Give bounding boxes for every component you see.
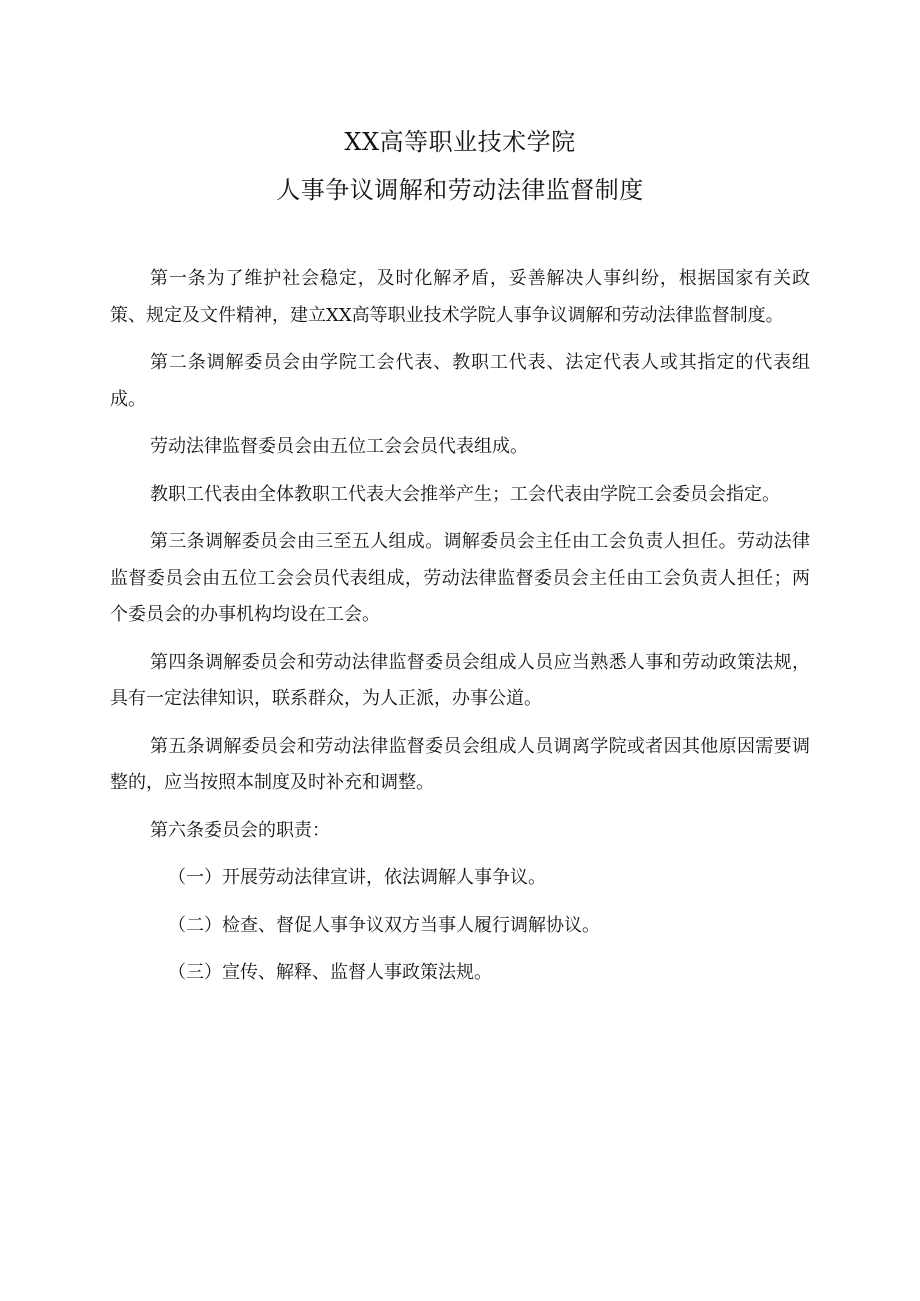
representatives-paragraph: 教职工代表由全体教职工代表大会推举产生；工会代表由学院工会委员会指定。 [150,483,780,505]
title-line-institution: XX高等职业技术学院 [344,128,576,156]
article-6-paragraph: 第六条委员会的职责： [150,819,330,841]
title-line-regulation: 人事争议调解和劳动法律监督制度 [276,176,644,204]
article-1-paragraph: 第一条为了维护社会稳定，及时化解矛盾，妥善解决人事纠纷，根据国家有关政策、规定及文件精神，建立XX高等职业技术学院人事争议调解和劳动法律监督制度。 [110,268,810,326]
article-4-paragraph: 第四条调解委员会和劳动法律监督委员会组成人员应当熟悉人事和劳动政策法规，具有一定法律知识，联系群众，为人正派，办事公道。 [110,651,810,709]
document-title [0,118,920,214]
supervision-committee-paragraph: 劳动法律监督委员会由五位工会会员代表组成。 [150,436,528,457]
article-3-paragraph: 第三条调解委员会由三至五人组成。调解委员会主任由工会负责人担任。劳动法律监督委员会由五位工会会员代表组成，劳动法律监督委员会主任由工会负责人担任；两个委员会的办事机构均设在工会。 [110,531,810,625]
article-5-paragraph: 第五条调解委员会和劳动法律监督委员会组成人员调离学院或者因其他原因需要调整的，应当按照本制度及时补充和调整。 [110,735,810,793]
duty-item-1: （一）开展劳动法律宣讲，依法调解人事争议。 [168,867,546,888]
document-body [110,261,810,1003]
article-2-paragraph: 第二条调解委员会由学院工会代表、教职工代表、法定代表人或其指定的代表组成。 [110,352,810,410]
duty-item-3: （三）宣传、解释、监督人事政策法规。 [168,962,492,983]
duty-item-2: （二）检查、督促人事争议双方当事人履行调解协议。 [168,914,600,936]
